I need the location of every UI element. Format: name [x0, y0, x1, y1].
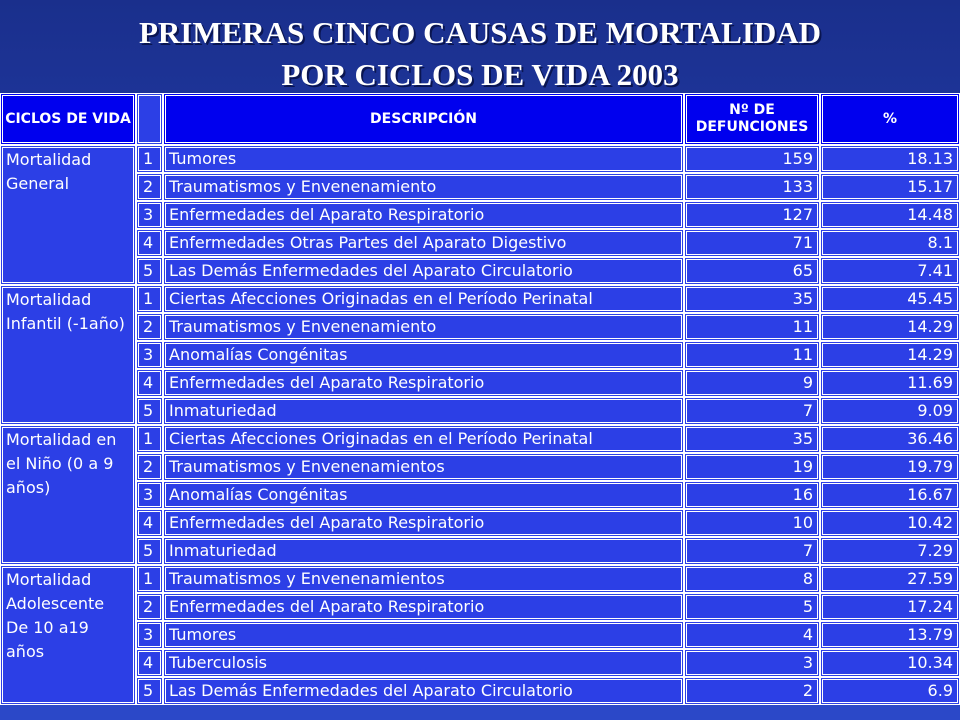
- table-row: [0, 257, 960, 285]
- table-row: [0, 649, 960, 677]
- death-count: 5: [684, 593, 820, 621]
- cause-description: Inmaturiedad: [163, 397, 684, 425]
- death-percent: 11.69: [820, 369, 960, 397]
- row-index: 5: [136, 537, 163, 565]
- table-row: [0, 677, 960, 705]
- death-percent: 14.29: [820, 341, 960, 369]
- table-row: [0, 369, 960, 397]
- table-row: [0, 397, 960, 425]
- death-count: 2: [684, 677, 820, 705]
- header-description: DESCRIPCIÓN: [163, 93, 684, 145]
- row-index: 2: [136, 313, 163, 341]
- table-row: [0, 285, 960, 313]
- cause-description: Enfermedades del Aparato Respiratorio: [163, 593, 684, 621]
- death-count: 19: [684, 453, 820, 481]
- stage-label: Mortalidad en el Niño (0 a 9 años): [0, 425, 136, 565]
- row-index: 1: [136, 285, 163, 313]
- table-row: [0, 313, 960, 341]
- death-percent: 10.34: [820, 649, 960, 677]
- row-index: 3: [136, 481, 163, 509]
- cause-description: Enfermedades del Aparato Respiratorio: [163, 509, 684, 537]
- header-deaths: Nº DE DEFUNCIONES: [684, 93, 820, 145]
- cause-description: Inmaturiedad: [163, 537, 684, 565]
- table-row: [0, 481, 960, 509]
- row-index: 2: [136, 593, 163, 621]
- death-count: 7: [684, 397, 820, 425]
- row-index: 5: [136, 677, 163, 705]
- death-percent: 9.09: [820, 397, 960, 425]
- cause-description: Traumatismos y Envenenamiento: [163, 173, 684, 201]
- row-index: 2: [136, 173, 163, 201]
- page-title: [0, 12, 960, 96]
- stage-label: Mortalidad Infantil (-1año): [0, 285, 136, 425]
- death-count: 7: [684, 537, 820, 565]
- title-line-1: PRIMERAS CINCO CAUSAS DE MORTALIDAD: [138, 15, 822, 50]
- row-index: 5: [136, 257, 163, 285]
- row-index: 4: [136, 229, 163, 257]
- death-count: 11: [684, 341, 820, 369]
- cause-description: Tumores: [163, 621, 684, 649]
- header-row: [0, 93, 960, 145]
- cause-description: Enfermedades del Aparato Respiratorio: [163, 369, 684, 397]
- table-row: [0, 509, 960, 537]
- death-percent: 7.41: [820, 257, 960, 285]
- death-count: 9: [684, 369, 820, 397]
- death-count: 159: [684, 145, 820, 173]
- death-count: 65: [684, 257, 820, 285]
- cause-description: Traumatismos y Envenenamiento: [163, 313, 684, 341]
- table-row: [0, 341, 960, 369]
- row-index: 1: [136, 145, 163, 173]
- stage-label: Mortalidad Adolescente De 10 a19 años: [0, 565, 136, 705]
- death-count: 133: [684, 173, 820, 201]
- table-row: [0, 537, 960, 565]
- header-index: [136, 93, 163, 145]
- table-row: [0, 145, 960, 173]
- row-index: 4: [136, 369, 163, 397]
- cause-description: Traumatismos y Envenenamientos: [163, 453, 684, 481]
- row-index: 3: [136, 341, 163, 369]
- cause-description: Traumatismos y Envenenamientos: [163, 565, 684, 593]
- row-index: 2: [136, 453, 163, 481]
- header-percent: %: [820, 93, 960, 145]
- death-percent: 8.1: [820, 229, 960, 257]
- death-count: 16: [684, 481, 820, 509]
- row-index: 5: [136, 397, 163, 425]
- death-percent: 7.29: [820, 537, 960, 565]
- row-index: 4: [136, 649, 163, 677]
- cause-description: Ciertas Afecciones Originadas en el Período Perinatal: [163, 285, 684, 313]
- death-count: 4: [684, 621, 820, 649]
- cause-description: Las Demás Enfermedades del Aparato Circulatorio: [163, 677, 684, 705]
- row-index: 1: [136, 425, 163, 453]
- row-index: 3: [136, 621, 163, 649]
- row-index: 1: [136, 565, 163, 593]
- table-row: [0, 229, 960, 257]
- death-percent: 16.67: [820, 481, 960, 509]
- death-percent: 36.46: [820, 425, 960, 453]
- table-row: [0, 621, 960, 649]
- death-percent: 14.29: [820, 313, 960, 341]
- cause-description: Las Demás Enfermedades del Aparato Circulatorio: [163, 257, 684, 285]
- death-count: 11: [684, 313, 820, 341]
- title-line-2: POR CICLOS DE VIDA 2003: [281, 57, 679, 92]
- death-count: 3: [684, 649, 820, 677]
- cause-description: Anomalías Congénitas: [163, 481, 684, 509]
- cause-description: Ciertas Afecciones Originadas en el Período Perinatal: [163, 425, 684, 453]
- cause-description: Tuberculosis: [163, 649, 684, 677]
- death-count: 8: [684, 565, 820, 593]
- table-row: [0, 425, 960, 453]
- table-row: [0, 173, 960, 201]
- death-percent: 18.13: [820, 145, 960, 173]
- death-count: 10: [684, 509, 820, 537]
- table-row: [0, 565, 960, 593]
- death-percent: 27.59: [820, 565, 960, 593]
- death-count: 71: [684, 229, 820, 257]
- death-percent: 19.79: [820, 453, 960, 481]
- death-percent: 17.24: [820, 593, 960, 621]
- death-count: 127: [684, 201, 820, 229]
- table-row: [0, 201, 960, 229]
- stage-label: Mortalidad General: [0, 145, 136, 285]
- death-percent: 6.9: [820, 677, 960, 705]
- death-percent: 14.48: [820, 201, 960, 229]
- death-percent: 45.45: [820, 285, 960, 313]
- row-index: 4: [136, 509, 163, 537]
- row-index: 3: [136, 201, 163, 229]
- cause-description: Enfermedades del Aparato Respiratorio: [163, 201, 684, 229]
- death-percent: 10.42: [820, 509, 960, 537]
- table-row: [0, 453, 960, 481]
- death-count: 35: [684, 425, 820, 453]
- death-percent: 13.79: [820, 621, 960, 649]
- header-cycle: CICLOS DE VIDA: [0, 93, 136, 145]
- cause-description: Tumores: [163, 145, 684, 173]
- cause-description: Anomalías Congénitas: [163, 341, 684, 369]
- mortality-table: [0, 93, 960, 705]
- death-count: 35: [684, 285, 820, 313]
- cause-description: Enfermedades Otras Partes del Aparato Digestivo: [163, 229, 684, 257]
- death-percent: 15.17: [820, 173, 960, 201]
- table-row: [0, 593, 960, 621]
